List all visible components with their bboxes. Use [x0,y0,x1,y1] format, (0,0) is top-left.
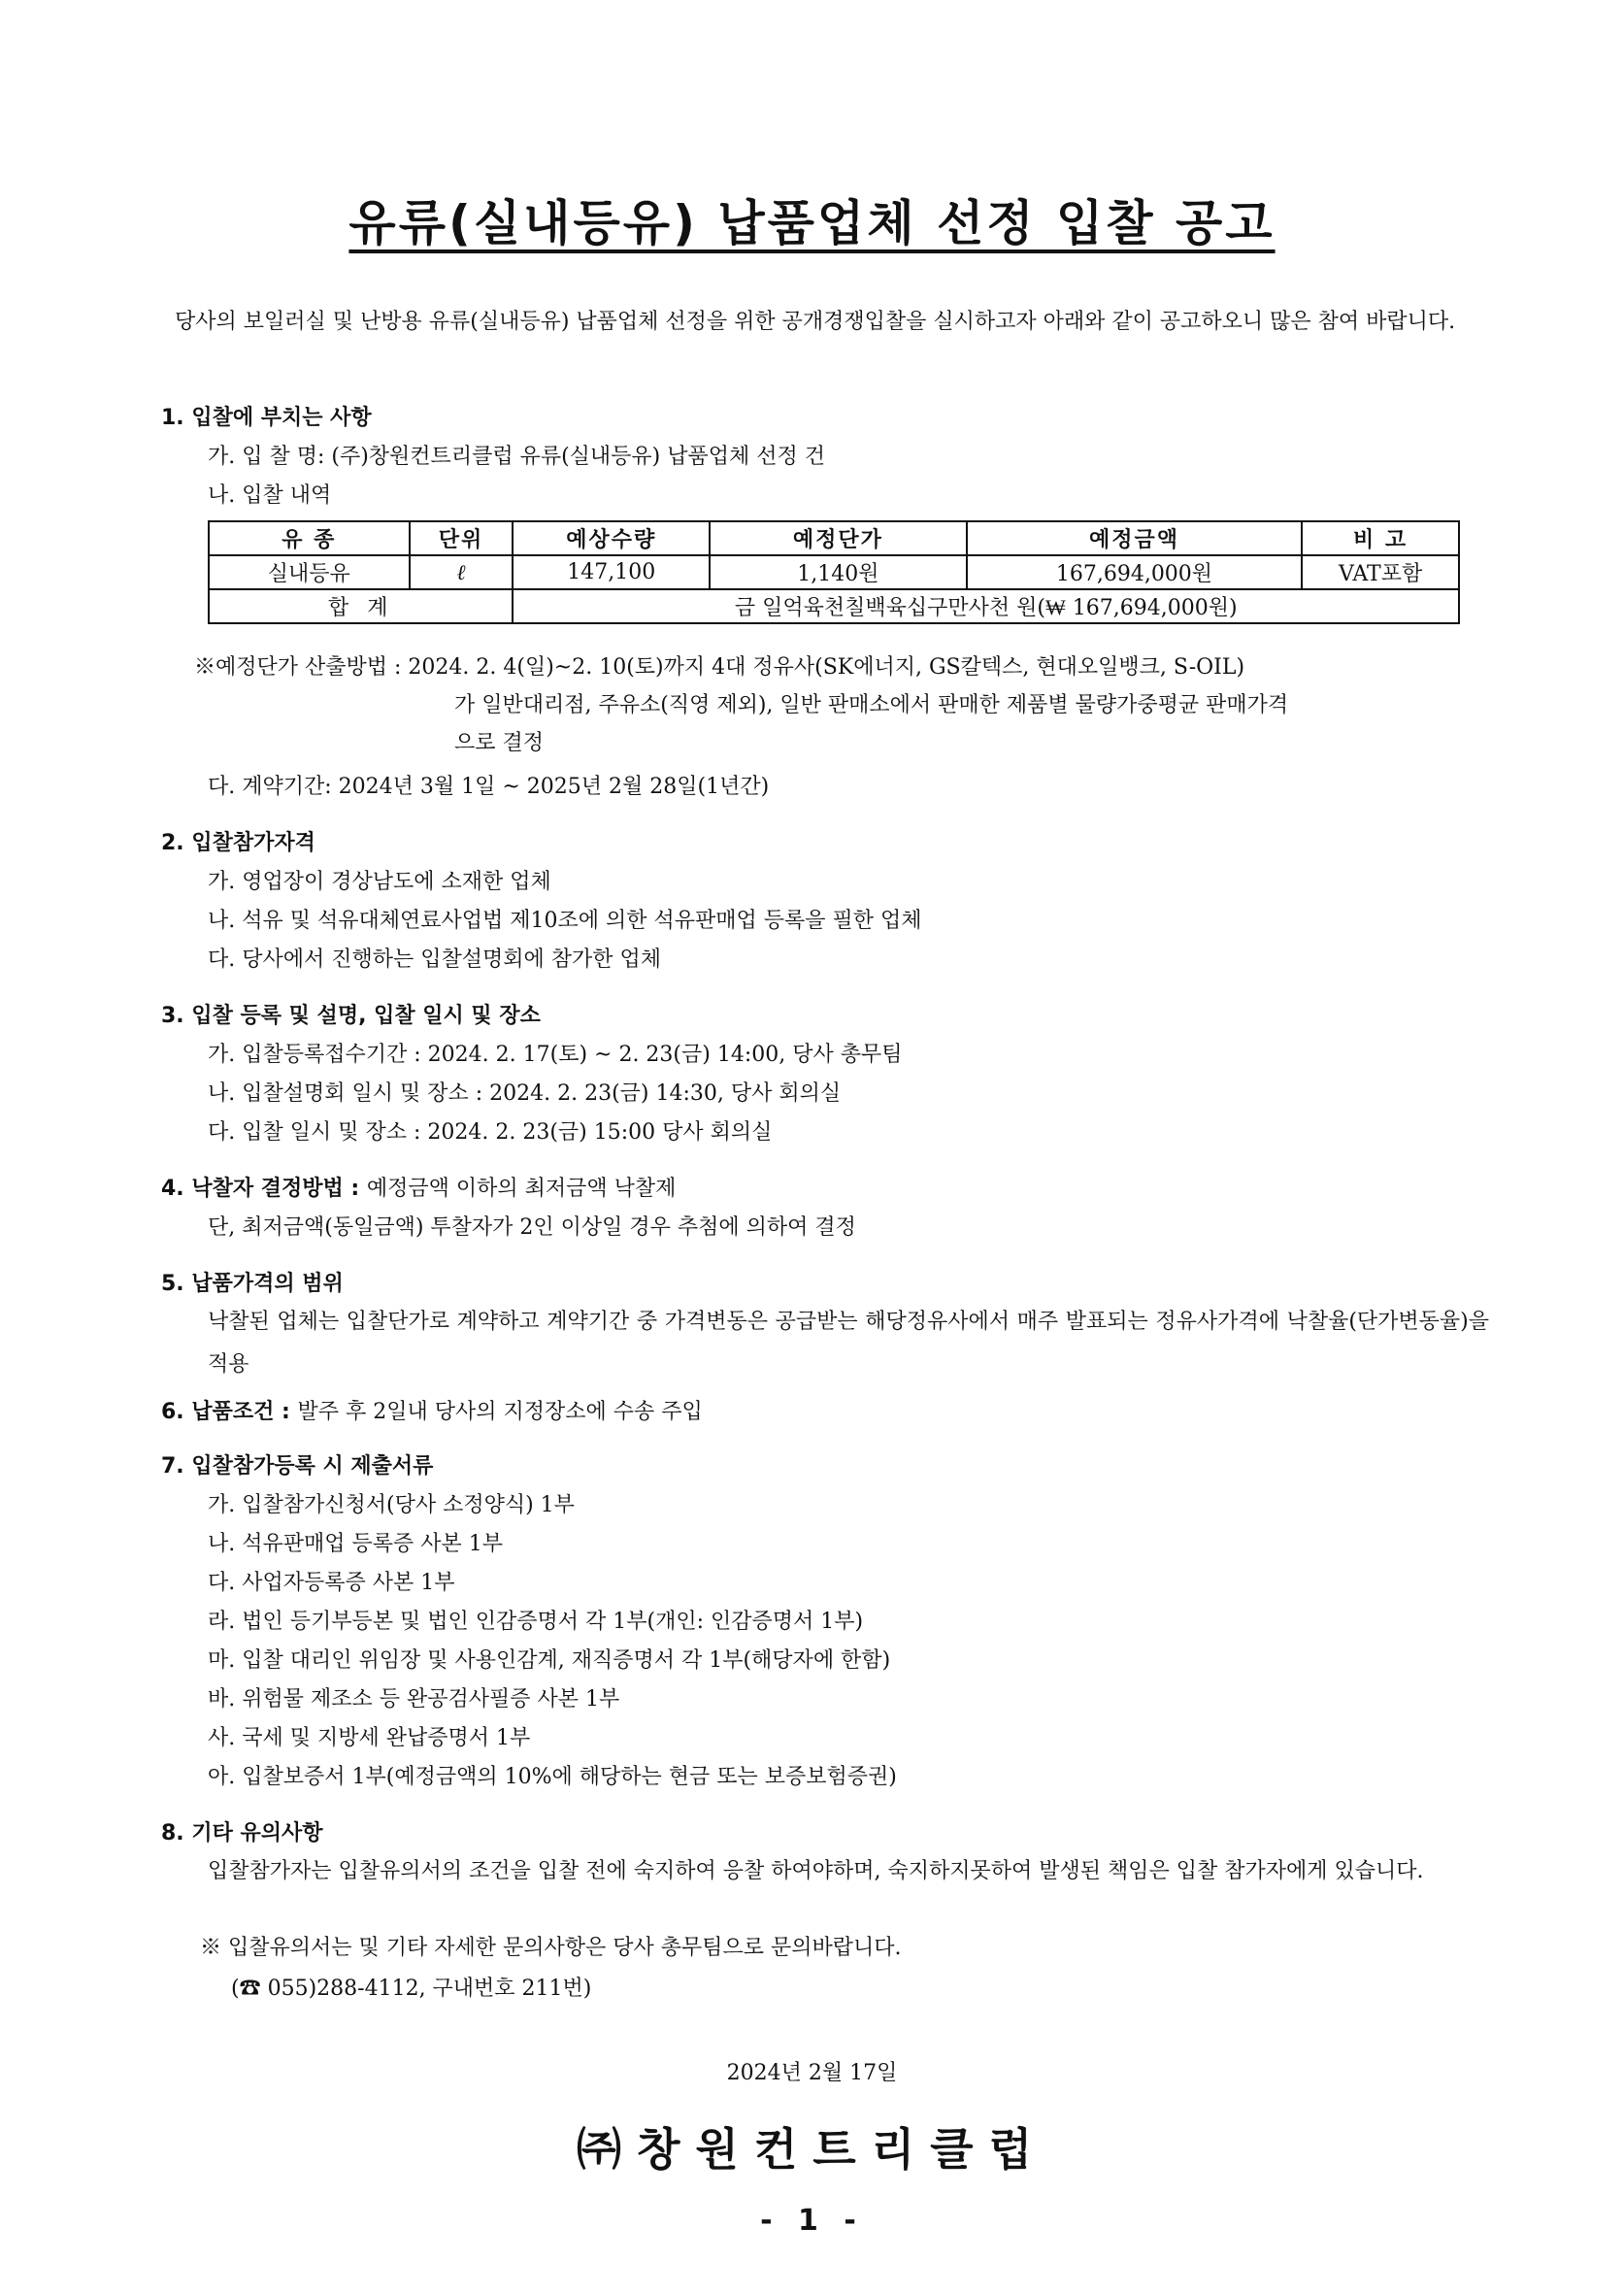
section-4-title: 4. 낙찰자 결정방법 : [161,1177,367,1201]
section-3-item-a: 가. 입찰등록접수기간 : 2024. 2. 17(토) ~ 2. 23(금) 14:00, 당사 총무팀 [208,1043,903,1067]
section-6-condition: 발주 후 2일내 당사의 지정장소에 수송 주입 [297,1400,703,1424]
header-unit: 단위 [410,521,514,555]
section-7-item-d: 라. 법인 등기부등본 및 법인 인감증명서 각 1부(개인: 인감증명서 1부) [208,1610,864,1634]
section-5-text: 낙찰된 업체는 입찰단가로 계약하고 계약기간 중 가격변동은 공급받는 해당정유사에서 매주 발표되는 정유사가격에 낙찰율(단가변동율)을 적용 [208,1310,1489,1377]
cell-amount: 167,694,000원 [967,555,1303,589]
cell-unit: ℓ [410,555,514,589]
bid-table-header-row [209,521,1459,555]
intro-paragraph: 당사의 보일러실 및 난방용 유류(실내등유) 납품업체 선정을 위한 공개경쟁입찰을 실시하고자 아래와 같이 공고하오니 많은 참여 바랍니다. [175,310,1456,334]
announcement-date: 2024년 2월 17일 [726,2061,898,2085]
section-4-heading [161,1175,676,1204]
cell-oil-type: 실내등유 [209,555,410,589]
section-7-heading: 7. 입찰참가등록 시 제출서류 [161,1454,434,1479]
table-row [209,555,1459,589]
total-value: 금 일억육천칠백육십구만사천 원(₩ 167,694,000원) [513,589,1459,623]
section-3-item-b: 나. 입찰설명회 일시 및 장소 : 2024. 2. 23(금) 14:30, 당사 회의실 [208,1081,842,1106]
table-total-row [209,589,1459,623]
section-8-heading: 8. 기타 유의사항 [161,1821,323,1845]
section-4-detail: 단, 최저금액(동일금액) 투찰자가 2인 이상일 경우 추첨에 의하여 결정 [208,1215,856,1240]
document-title: 유류(실내등유) 납품업체 선정 입찰 공고 [348,195,1276,251]
header-remarks: 비 고 [1302,521,1459,555]
contact-phone: (☎ 055)288-4112, 구내번호 211번) [231,1977,592,2001]
note-line-2: 가 일반대리점, 주유소(직영 제외), 일반 판매소에서 판매한 제품별 물량가중평균 판매가격 [454,693,1289,717]
header-amount: 예정금액 [967,521,1303,555]
section-2-item-c: 다. 당사에서 진행하는 입찰설명회에 참가한 업체 [208,948,662,972]
section-7-item-a: 가. 입찰참가신청서(당사 소정양식) 1부 [208,1493,575,1517]
section-1-item-b: 나. 입찰 내역 [208,483,332,508]
section-1-item-c: 다. 계약기간: 2024년 3월 1일 ~ 2025년 2월 28일(1년간) [208,775,770,799]
section-7-item-h: 아. 입찰보증서 1부(예정금액의 10%에 해당하는 현금 또는 보증보험증권) [208,1765,897,1789]
section-2-item-a: 가. 영업장이 경상남도에 소재한 업체 [208,870,551,894]
cell-quantity: 147,100 [513,555,710,589]
section-3-item-c: 다. 입찰 일시 및 장소 : 2024. 2. 23(금) 15:00 당사 회의실 [208,1120,773,1145]
section-3-heading: 3. 입찰 등록 및 설명, 입찰 일시 및 장소 [161,1004,541,1028]
note-line-3: 으로 결정 [454,731,545,755]
section-6-heading [161,1398,703,1427]
header-quantity: 예상수량 [513,521,710,555]
header-unit-price: 예정단가 [710,521,967,555]
section-4-method: 예정금액 이하의 최저금액 낙찰제 [366,1177,677,1201]
price-calc-note [194,648,1288,762]
section-7-item-b: 나. 석유판매업 등록증 사본 1부 [208,1532,503,1556]
section-7-item-g: 사. 국세 및 지방세 완납증명서 1부 [208,1726,531,1750]
section-1-item-a: 가. 입 찰 명: (주)창원컨트리클럽 유류(실내등유) 납품업체 선정 건 [208,445,825,469]
section-7-item-c: 다. 사업자등록증 사본 1부 [208,1571,455,1595]
company-name: ㈜창원컨트리클럽 [576,2123,1048,2176]
section-7-item-f: 바. 위험물 제조소 등 완공검사필증 사본 1부 [208,1687,620,1712]
cell-unit-price: 1,140원 [710,555,967,589]
cell-remarks: VAT포함 [1302,555,1459,589]
section-8-note: ※ 입찰유의서는 및 기타 자세한 문의사항은 당사 총무팀으로 문의바랍니다. [200,1936,902,1960]
section-2-heading: 2. 입찰참가자격 [161,831,315,855]
page-number: - 1 - [760,2204,864,2238]
section-6-title: 6. 납품조건 : [161,1400,298,1424]
header-oil-type: 유 종 [209,521,410,555]
section-1-heading: 1. 입찰에 부치는 사항 [161,406,372,430]
note-line-1: ※예정단가 산출방법 : 2024. 2. 4(일)~2. 10(토)까지 4대 정유사(SK에너지, GS칼텍스, 현대오일뱅크, S-OIL) [194,655,1245,680]
section-5-heading: 5. 납품가격의 범위 [161,1272,344,1296]
section-2-item-b: 나. 석유 및 석유대체연료사업법 제10조에 의한 석유판매업 등록을 필한 업체 [208,909,922,933]
total-label: 합 계 [209,589,513,623]
section-7-item-e: 마. 입찰 대리인 위임장 및 사용인감계, 재직증명서 각 1부(해당자에 한함) [208,1648,891,1673]
section-8-text: 입찰참가자는 입찰유의서의 조건을 입찰 전에 숙지하여 응찰 하여야하며, 숙지하지못하여 발생된 책임은 입찰 참가자에게 있습니다. [208,1859,1424,1883]
bid-table [208,520,1460,624]
